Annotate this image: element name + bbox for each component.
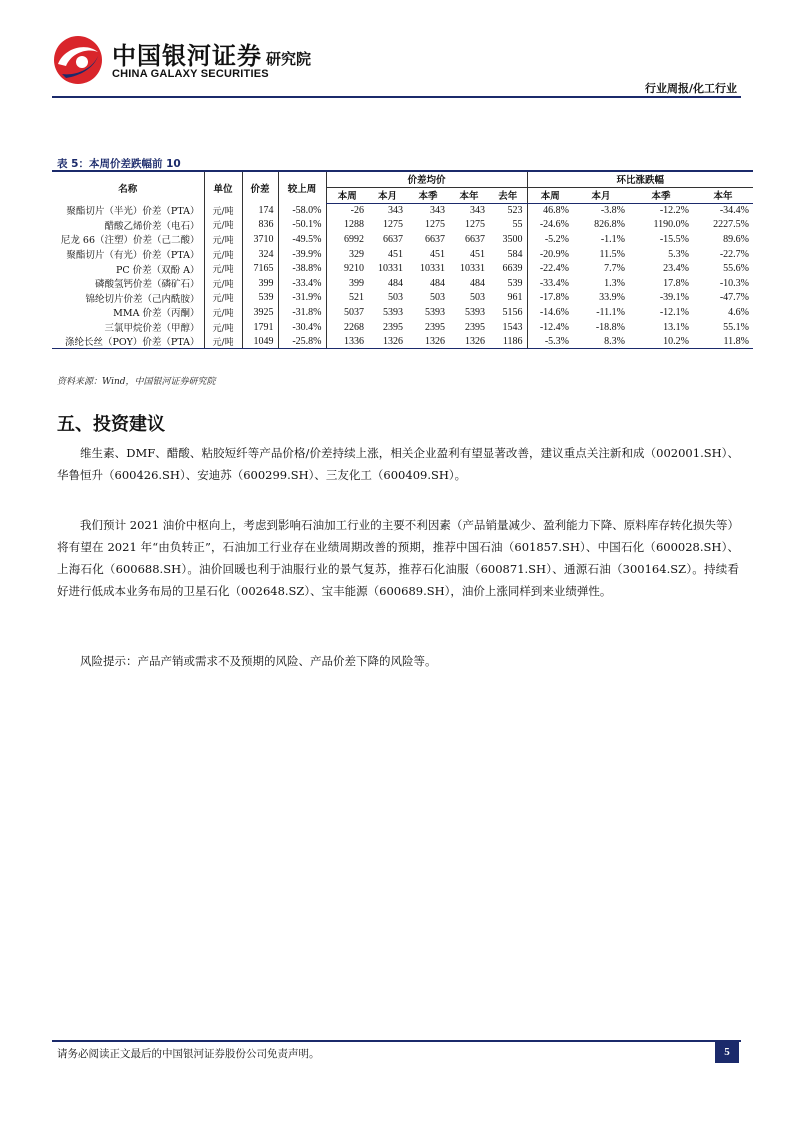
table-cell: 1049 — [242, 334, 278, 349]
table-cell: 399 — [326, 276, 368, 291]
table-cell: 元/吨 — [204, 305, 242, 320]
table-cell: 1275 — [465, 219, 485, 231]
table-cell: 2395 — [465, 321, 485, 333]
table-cell: 23.4% — [663, 263, 689, 275]
table-cell: 343 — [470, 205, 485, 217]
table-cell: 13.1% — [663, 321, 689, 333]
header-this-week: 本周 — [326, 187, 368, 203]
header-unit: 单位 — [204, 171, 242, 203]
header-divider — [52, 96, 741, 98]
table-cell: 1288 — [326, 218, 368, 233]
footer-disclaimer: 请务必阅读正文最后的中国银河证券股份公司免责声明。 — [57, 1048, 320, 1060]
table-cell: 3500 — [502, 233, 523, 245]
table-cell: 2395 — [383, 321, 403, 333]
table-cell: 89.6% — [723, 233, 749, 245]
table-cell: 836 — [242, 218, 278, 233]
table-cell: -14.6% — [527, 305, 573, 320]
table-cell: 醋酸乙烯价差（电石） — [104, 220, 200, 232]
table-row — [52, 261, 753, 276]
table-cell: -39.1% — [659, 292, 689, 304]
header-last-year: 去年 — [489, 187, 527, 203]
table-cell: -15.5% — [659, 233, 689, 245]
table-cell: 6637 — [383, 233, 403, 245]
header-this-year: 本年 — [449, 187, 489, 203]
table-cell: -12.1% — [659, 306, 689, 318]
table-cell: 1275 — [425, 219, 445, 231]
table-cell: -17.8% — [527, 291, 573, 306]
table-cell: 2227.5% — [713, 219, 749, 231]
header-this-quarter: 本季 — [407, 187, 449, 203]
table-cell: 329 — [326, 247, 368, 262]
table-cell: -22.4% — [527, 261, 573, 276]
table-cell: 523 — [507, 205, 523, 217]
table-cell: -58.0% — [278, 203, 326, 218]
footer-divider — [52, 1040, 741, 1042]
table-cell: 343 — [388, 205, 403, 217]
table-cell: 584 — [507, 248, 523, 260]
table-header-row — [52, 171, 753, 187]
table-cell: -10.3% — [719, 277, 749, 289]
table-row — [52, 291, 753, 306]
table-cell: -1.1% — [600, 233, 625, 245]
table-source: 资料来源：Wind，中国银河证券研究院 — [57, 377, 216, 387]
table-cell: 484 — [388, 277, 403, 289]
table-cell: 1190.0% — [653, 219, 689, 231]
table-cell: 10331 — [378, 263, 403, 275]
table-cell: 尼龙 66（注塑）价差（己二酸） — [60, 235, 200, 247]
table-cell: -33.4% — [527, 276, 573, 291]
table-title: 表 5：本周价差跌幅前 10 — [57, 158, 181, 170]
table-cell: -22.7% — [719, 248, 749, 260]
table-cell: -34.4% — [719, 205, 749, 217]
table-cell: 961 — [507, 292, 523, 304]
table-cell: 503 — [388, 292, 403, 304]
table-cell: 聚酯切片（半光）价差（PTA） — [66, 206, 200, 218]
table-cell: 1275 — [383, 219, 403, 231]
table-cell: 343 — [430, 205, 445, 217]
table-cell: -11.1% — [596, 306, 625, 318]
table-cell: 8.3% — [573, 334, 629, 349]
table-cell: 1326 — [449, 334, 489, 349]
table-cell: -39.9% — [278, 247, 326, 262]
table-cell: 503 — [470, 292, 485, 304]
header-chg-month: 本月 — [573, 187, 629, 203]
table-cell: -24.6% — [527, 218, 573, 233]
table-cell: -31.8% — [278, 305, 326, 320]
paragraph: 维生素、DMF、醋酸、粘胶短纤等产品价格/价差持续上涨，相关企业盈利有望显著改善，建议重点关注新和成（002001.SH）、华鲁恒升（600426.SH）、安迪苏（600299.SH）、三友化工（600409.SH）。 — [57, 446, 739, 482]
table-cell: 5393 — [425, 306, 445, 318]
table-cell: 46.8% — [527, 203, 573, 218]
table-cell: 539 — [242, 291, 278, 306]
table-row — [52, 276, 753, 291]
table-cell: 10.2% — [629, 334, 693, 349]
table-cell: 元/吨 — [204, 218, 242, 233]
table-cell: 484 — [430, 277, 445, 289]
table-cell: 元/吨 — [204, 232, 242, 247]
header-chg-group: 环比涨跌幅 — [527, 171, 753, 187]
table-cell: 826.8% — [594, 219, 625, 231]
table-cell: -31.9% — [278, 291, 326, 306]
table-cell: 5156 — [502, 306, 523, 318]
table-cell: 174 — [242, 203, 278, 218]
header-avg-group: 价差均价 — [326, 171, 527, 187]
table-cell: 399 — [242, 276, 278, 291]
table-cell: 涤纶长丝（POY）价差（PTA） — [52, 334, 204, 349]
table-cell: -50.1% — [278, 218, 326, 233]
table-cell: 5393 — [383, 306, 403, 318]
table-cell: 6637 — [465, 233, 485, 245]
table-cell: 6637 — [425, 233, 445, 245]
table-cell: 5393 — [465, 306, 485, 318]
table-row — [52, 203, 753, 218]
table-cell: 503 — [430, 292, 445, 304]
table-cell: 1791 — [242, 320, 278, 335]
table-row — [52, 232, 753, 247]
header-chg-quarter: 本季 — [629, 187, 693, 203]
table-cell: 聚酯切片（有光）价差（PTA） — [66, 250, 200, 262]
table-cell: -20.9% — [527, 247, 573, 262]
table-cell: 11.5% — [599, 248, 625, 260]
table-cell: 9210 — [326, 261, 368, 276]
table-cell: 3710 — [242, 232, 278, 247]
table-cell: 10331 — [460, 263, 485, 275]
table-cell: 1.3% — [604, 277, 625, 289]
table-cell: 磷酸氢钙价差（磷矿石） — [94, 279, 200, 291]
table-cell: 元/吨 — [204, 334, 242, 349]
table-cell: 元/吨 — [204, 247, 242, 262]
table-cell: 521 — [326, 291, 368, 306]
report-type: 行业周报/化工行业 — [644, 82, 737, 95]
table-cell: 484 — [470, 277, 485, 289]
table-cell: 33.9% — [599, 292, 625, 304]
table-cell: 324 — [242, 247, 278, 262]
table-cell: 17.8% — [663, 277, 689, 289]
header-price: 价差 — [242, 171, 278, 203]
table-cell: 451 — [388, 248, 403, 260]
table-cell: 1186 — [489, 334, 527, 349]
table-row — [52, 305, 753, 320]
table-cell: 1326 — [368, 334, 407, 349]
table-cell: 元/吨 — [204, 320, 242, 335]
table-cell: 6992 — [326, 232, 368, 247]
table-cell: -3.8% — [600, 205, 625, 217]
table-cell: MMA 价差（丙酮） — [113, 308, 200, 320]
table-cell: 1336 — [326, 334, 368, 349]
table-cell: 元/吨 — [204, 276, 242, 291]
table-cell: 2268 — [326, 320, 368, 335]
institute-label: 研究院 — [266, 50, 312, 68]
table-cell: 55.1% — [723, 321, 749, 333]
header-this-month: 本月 — [368, 187, 407, 203]
table-cell: 6639 — [502, 263, 523, 275]
table-cell: -25.8% — [278, 334, 326, 349]
section-title: 五、投资建议 — [57, 414, 165, 435]
table-cell: -49.5% — [278, 232, 326, 247]
paragraph: 我们预计 2021 油价中枢向上，考虑到影响石油加工行业的主要不利因素（产品销量减少、盈利能力下降、原料库存转化损失等）将有望在 2021 年“由负转正”，石油加工行业存在业绩周期改善的预期，推荐中国石油（601857.SH）、中国石化（600028.SH）、上海石化（600688.SH）。油价回暖也利于油服行业的景气复苏，推荐石化油服（600871.SH）、通源石油（300164.SZ）。持续看好进行低成本业务布局的卫星石化（002648.SZ）、宝丰能源（600689.SH），油价上涨同样到来业绩弹性。 — [57, 518, 739, 598]
table-cell: -38.8% — [278, 261, 326, 276]
header-name: 名称 — [52, 171, 204, 203]
table-cell: 元/吨 — [204, 291, 242, 306]
table-cell: -12.2% — [659, 205, 689, 217]
table-cell: -30.4% — [278, 320, 326, 335]
company-name-cn: 中国银河证券 — [112, 42, 262, 70]
page-number: 5 — [715, 1042, 739, 1063]
header-chg-week: 本周 — [527, 187, 573, 203]
table-cell: -5.3% — [527, 334, 573, 349]
table-cell: 1326 — [407, 334, 449, 349]
header-chg-year: 本年 — [693, 187, 753, 203]
table-cell: 451 — [470, 248, 485, 260]
table-cell: 1543 — [502, 321, 523, 333]
table-cell: 三氯甲烷价差（甲醇） — [104, 323, 200, 335]
table-cell: -26 — [326, 203, 368, 218]
table-cell: 5037 — [326, 305, 368, 320]
table-cell: 55 — [512, 219, 523, 231]
table-cell: -5.2% — [527, 232, 573, 247]
table-cell: -33.4% — [278, 276, 326, 291]
table-cell: 11.8% — [693, 334, 753, 349]
spread-decline-table — [52, 170, 753, 349]
table-row — [52, 247, 753, 262]
table-cell: 539 — [507, 277, 523, 289]
header-wow: 较上周 — [278, 171, 326, 203]
risk-warning: 风险提示：产品产销或需求不及预期的风险、产品价差下降的风险等。 — [80, 654, 437, 668]
table-cell: 4.6% — [728, 306, 749, 318]
company-logo — [40, 28, 340, 90]
table-cell: 451 — [430, 248, 445, 260]
company-name-en: CHINA GALAXY SECURITIES — [112, 68, 269, 80]
table-cell: -12.4% — [527, 320, 573, 335]
table-row — [52, 320, 753, 335]
table-cell: 2395 — [425, 321, 445, 333]
table-row — [52, 334, 753, 349]
table-cell: 元/吨 — [204, 203, 242, 218]
table-cell: 7.7% — [604, 263, 625, 275]
table-row — [52, 218, 753, 233]
table-cell: PC 价差（双酚 A） — [115, 264, 200, 276]
galaxy-logo-icon — [52, 34, 104, 86]
table-cell: 元/吨 — [204, 261, 242, 276]
table-cell: -18.8% — [595, 321, 625, 333]
table-cell: 7165 — [242, 261, 278, 276]
table-cell: -47.7% — [719, 292, 749, 304]
table-cell: 55.6% — [723, 263, 749, 275]
table-cell: 3925 — [242, 305, 278, 320]
table-cell: 锦纶切片价差（己内酰胺） — [85, 293, 200, 305]
table-cell: 10331 — [420, 263, 445, 275]
table-cell: 5.3% — [668, 248, 689, 260]
